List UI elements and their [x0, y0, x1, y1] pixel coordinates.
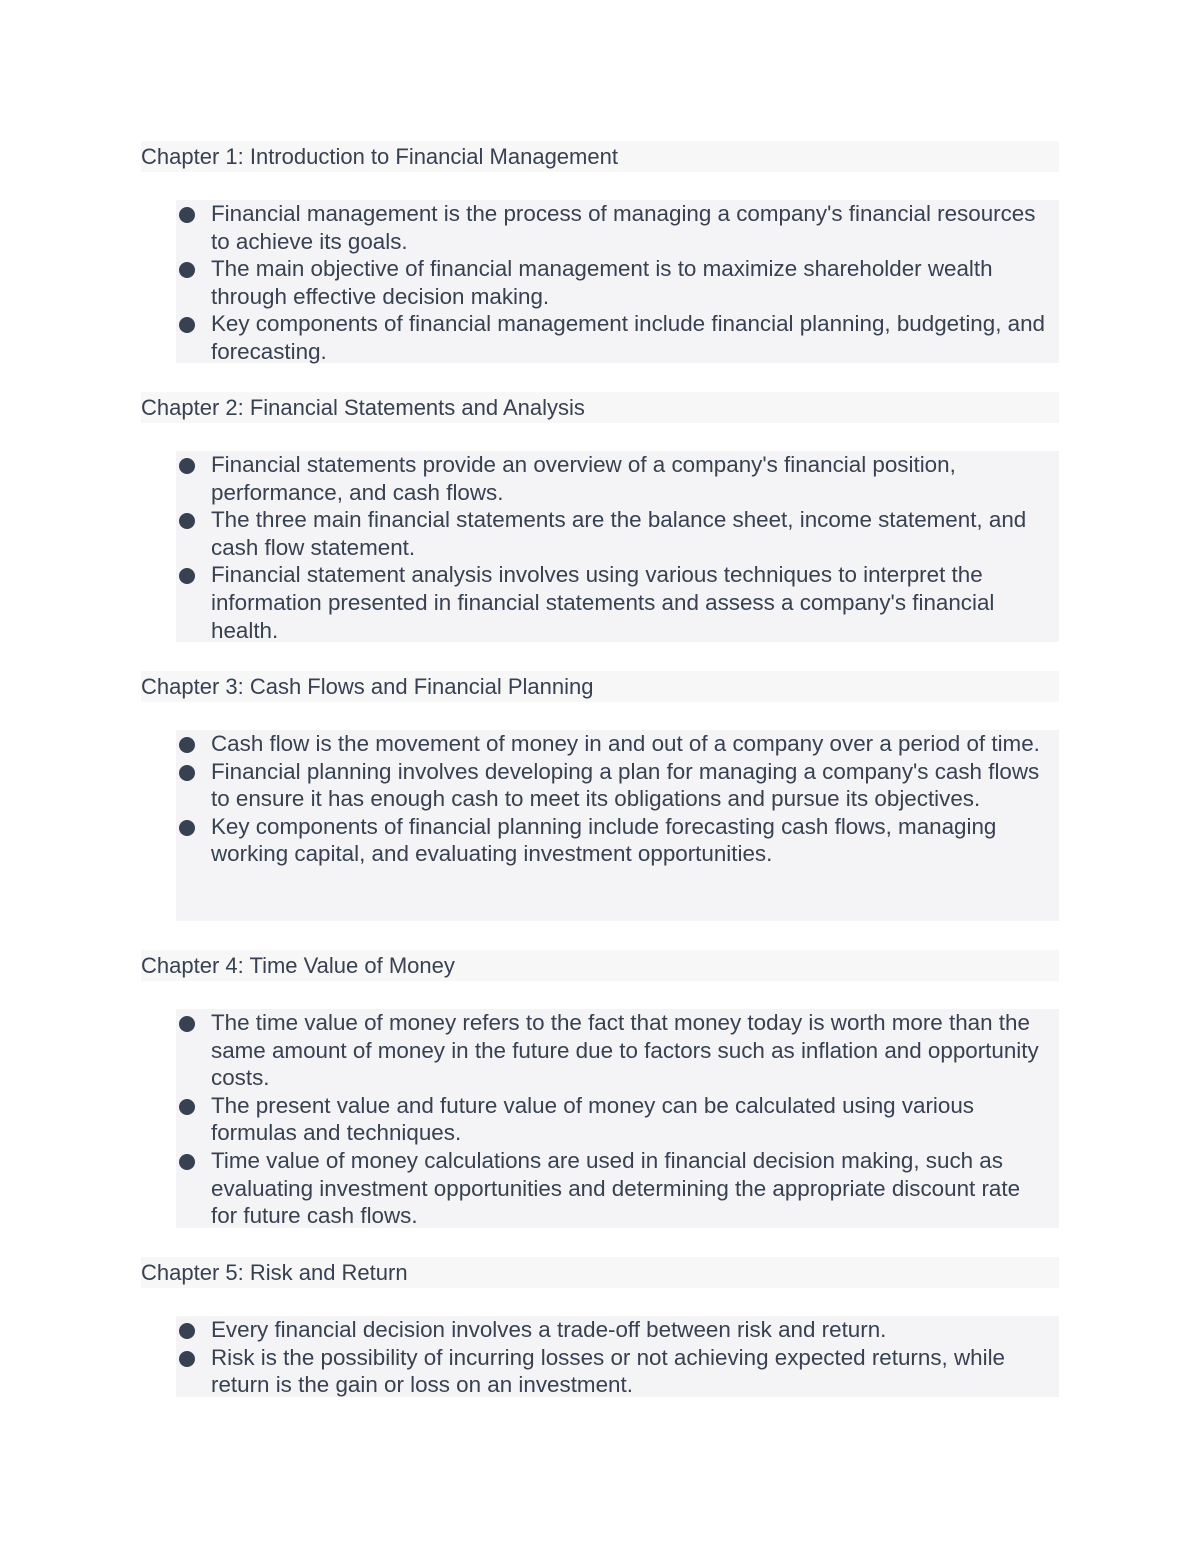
- list-item: Cash flow is the movement of money in and out of a company over a period of time.: [176, 730, 1059, 758]
- chapter-2-section: [141, 392, 1059, 642]
- list-item: Financial statement analysis involves using various techniques to interpret the information presented in financial statements and assess a company's financial health.: [176, 561, 1059, 644]
- chapter-4-bullet-list: [176, 1009, 1059, 1228]
- list-item: Financial statements provide an overview of a company's financial position, performance, and cash flows.: [176, 451, 1059, 506]
- chapter-2-bullet-list: [176, 451, 1059, 642]
- chapter-2-heading: Chapter 2: Financial Statements and Analysis: [141, 392, 1059, 423]
- chapter-1-bullet-list: [176, 200, 1059, 363]
- bullet-icon: [179, 458, 195, 474]
- chapter-5-bullet-list: [176, 1316, 1059, 1397]
- list-item: Key components of financial management include financial planning, budgeting, and forecasting.: [176, 310, 1059, 365]
- list-item: The main objective of financial management is to maximize shareholder wealth through effective decision making.: [176, 255, 1059, 310]
- list-item: The present value and future value of money can be calculated using various formulas and techniques.: [176, 1092, 1059, 1147]
- chapter-3-bullet-list: [176, 730, 1059, 921]
- chapter-5-heading: Chapter 5: Risk and Return: [141, 1257, 1059, 1288]
- bullet-icon: [179, 1099, 195, 1115]
- list-item: Risk is the possibility of incurring losses or not achieving expected returns, while return is the gain or loss on an investment.: [176, 1344, 1059, 1399]
- chapter-3-section: [141, 671, 1059, 921]
- list-item: Key components of financial planning include forecasting cash flows, managing working capital, and evaluating investment opportunities.: [176, 813, 1059, 868]
- bullet-icon: [179, 1351, 195, 1367]
- bullet-icon: [179, 820, 195, 836]
- chapter-4-section: [141, 950, 1059, 1228]
- bullet-icon: [179, 1016, 195, 1032]
- chapter-4-heading: Chapter 4: Time Value of Money: [141, 950, 1059, 981]
- list-item: Every financial decision involves a trade-off between risk and return.: [176, 1316, 1059, 1344]
- list-item: Time value of money calculations are used in financial decision making, such as evaluating investment opportunities and determining the appropriate discount rate for future cash flows.: [176, 1147, 1059, 1230]
- chapter-1-section: [141, 141, 1059, 363]
- bullet-icon: [179, 207, 195, 223]
- chapter-3-heading: Chapter 3: Cash Flows and Financial Planning: [141, 671, 1059, 702]
- bullet-icon: [179, 765, 195, 781]
- bullet-icon: [179, 1323, 195, 1339]
- bullet-icon: [179, 1154, 195, 1170]
- bullet-icon: [179, 737, 195, 753]
- list-item: The three main financial statements are the balance sheet, income statement, and cash flow statement.: [176, 506, 1059, 561]
- bullet-icon: [179, 568, 195, 584]
- chapter-1-heading: Chapter 1: Introduction to Financial Management: [141, 141, 1059, 172]
- list-item: Financial management is the process of managing a company's financial resources to achieve its goals.: [176, 200, 1059, 255]
- bullet-icon: [179, 513, 195, 529]
- list-item: The time value of money refers to the fact that money today is worth more than the same amount of money in the future due to factors such as inflation and opportunity costs.: [176, 1009, 1059, 1092]
- chapter-5-section: [141, 1257, 1059, 1397]
- bullet-icon: [179, 317, 195, 333]
- list-item: Financial planning involves developing a plan for managing a company's cash flows to ensure it has enough cash to meet its obligations and pursue its objectives.: [176, 758, 1059, 813]
- bullet-icon: [179, 262, 195, 278]
